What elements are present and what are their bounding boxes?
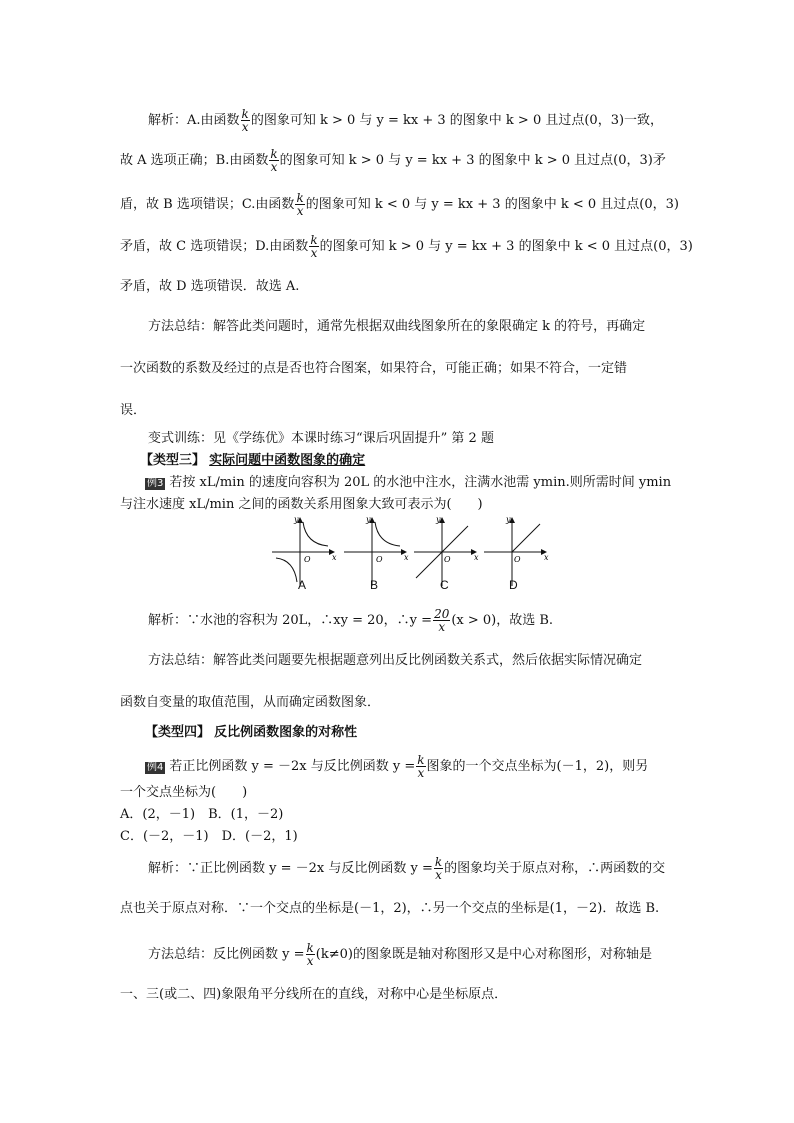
text: 矛盾，故 C 选项错误；D.由函数: [120, 239, 309, 254]
fraction: $\frac{k}{x}$: [310, 233, 318, 260]
solution-line-1: [148, 108, 663, 133]
axis-y-label: y: [366, 515, 371, 524]
graph-label-d: D: [509, 578, 518, 592]
example4-options-ab: A．(2，－1) B．(1，－2): [120, 807, 284, 822]
fraction: $\frac{k}{x}$: [270, 147, 278, 174]
text: (x > 0)，故选 B.: [451, 613, 554, 628]
graph-label-c: C: [440, 578, 449, 592]
solution-line-3: [120, 192, 679, 217]
text: 的图象可知 k > 0 与 y = kx + 3 的图象中 k > 0 且过点(0，3)一致，: [250, 113, 664, 128]
fraction: $\frac{k}{x}$: [296, 191, 304, 218]
graph-a: [272, 515, 337, 586]
example-badge: 例3: [147, 478, 164, 489]
type4-heading: [145, 724, 357, 742]
graph-d: [484, 515, 549, 586]
origin-label: O: [304, 555, 311, 564]
origin-label: O: [444, 555, 451, 564]
type-bracket: 【类型三】: [140, 453, 206, 468]
axis-y-label: y: [436, 515, 441, 524]
method-summary-2-line-2: 函数自变量的取值范围，从而确定函数图象．: [120, 695, 381, 710]
text: 解析：∵水池的容积为 20L，∴xy = 20，∴y =: [148, 613, 433, 628]
text: (k≠0)的图象既是轴对称图形又是中心对称图形，对称轴是: [315, 947, 652, 962]
axis-y-label: y: [506, 515, 511, 524]
text: 的图象可知 k > 0 与 y = kx + 3 的图象中 k < 0 且过点(0，3): [319, 239, 693, 254]
example3-line-2: 与注水速度 xL/min 之间的函数关系用图象大致可表示为( ): [120, 497, 483, 512]
graph-c: [414, 515, 479, 586]
axis-x-label: x: [404, 553, 409, 562]
graph-label-a: A: [298, 578, 307, 592]
method-summary-3-line-1: [148, 942, 652, 967]
text: 盾，故 B 选项错误；C.由函数: [120, 197, 295, 212]
solution-line-4: [120, 234, 693, 259]
variant-training: 变式训练：见《学练优》本课时练习“课后巩固提升” 第 2 题: [148, 431, 494, 446]
example4-line-1: [145, 754, 648, 779]
type3-heading: [140, 452, 365, 470]
type-title: 实际问题中函数图象的确定: [209, 453, 366, 468]
origin-label: O: [376, 555, 383, 564]
axis-x-label: x: [474, 553, 479, 562]
text: 若按 xL/min 的速度向容积为 20L 的水池中注水，注满水池需 ymin.则所需时间 ymin: [169, 475, 672, 490]
method-summary-1-line-3: 误．: [120, 403, 147, 418]
solution4-line-1: [148, 856, 665, 881]
type-title: 反比例函数图象的对称性: [214, 725, 358, 740]
example4-line-2: 一个交点坐标为( ): [120, 785, 248, 800]
solution-line-2: [120, 148, 666, 173]
text: 故 A 选项正确；B.由函数: [120, 153, 269, 168]
method-summary-3-line-2: 一、三(或二、四)象限角平分线所在的直线，对称中心是坐标原点．: [120, 987, 508, 1002]
text: 解析：A.由函数: [148, 113, 240, 128]
axis-x-label: x: [332, 553, 337, 562]
text: 图象的一个交点坐标为(－1，2)，则另: [426, 759, 649, 774]
method-summary-1-line-1: 方法总结：解答此类问题时，通常先根据双曲线图象所在的象限确定 k 的符号，再确定: [148, 319, 646, 334]
origin-label: O: [514, 555, 521, 564]
text: 的图象均关于原点对称，∴两函数的交: [444, 861, 666, 876]
fraction: $\frac{k}{x}$: [417, 753, 425, 780]
example4-options-cd: C．(－2，－1) D．(－2，1): [120, 829, 298, 844]
fraction: $\frac{k}{x}$: [434, 855, 443, 882]
method-summary-1-line-2: 一次函数的系数及经过的点是否也符合图案，如果符合，可能正确；如果不符合，一定错: [120, 361, 628, 376]
text: 的图象可知 k < 0 与 y = kx + 3 的图象中 k < 0 且过点(0，3): [305, 197, 679, 212]
example3-line-1: [145, 474, 671, 492]
solution3: [148, 608, 553, 633]
fraction: $\frac{k}{x}$: [241, 107, 249, 134]
graph-b: [344, 515, 409, 586]
text: 方法总结：反比例函数 y =: [148, 947, 305, 962]
fraction: $\frac{k}{x}$: [306, 941, 314, 968]
method-summary-2-line-1: 方法总结：解答此类问题要先根据题意列出反比例函数关系式，然后依据实际情况确定: [148, 653, 643, 668]
axis-x-label: x: [544, 553, 549, 562]
axis-y-label: y: [294, 515, 299, 524]
text: 若正比例函数 y = －2x 与反比例函数 y =: [169, 759, 416, 774]
graph-label-b: B: [370, 578, 379, 592]
fraction: $\frac{20}{x}$: [434, 607, 450, 634]
solution4-line-2: 点也关于原点对称．∵一个交点的坐标是(－1，2)，∴另一个交点的坐标是(1，－2)．故选 B.: [120, 901, 660, 916]
type-bracket: 【类型四】: [145, 725, 211, 740]
text: 的图象可知 k > 0 与 y = kx + 3 的图象中 k > 0 且过点(0，3)矛: [279, 153, 666, 168]
solution-line-5: 矛盾，故 D 选项错误．故选 A.: [120, 279, 300, 294]
example-badge: 例4: [147, 762, 164, 773]
text: 解析：∵正比例函数 y = －2x 与反比例函数 y =: [148, 861, 433, 876]
